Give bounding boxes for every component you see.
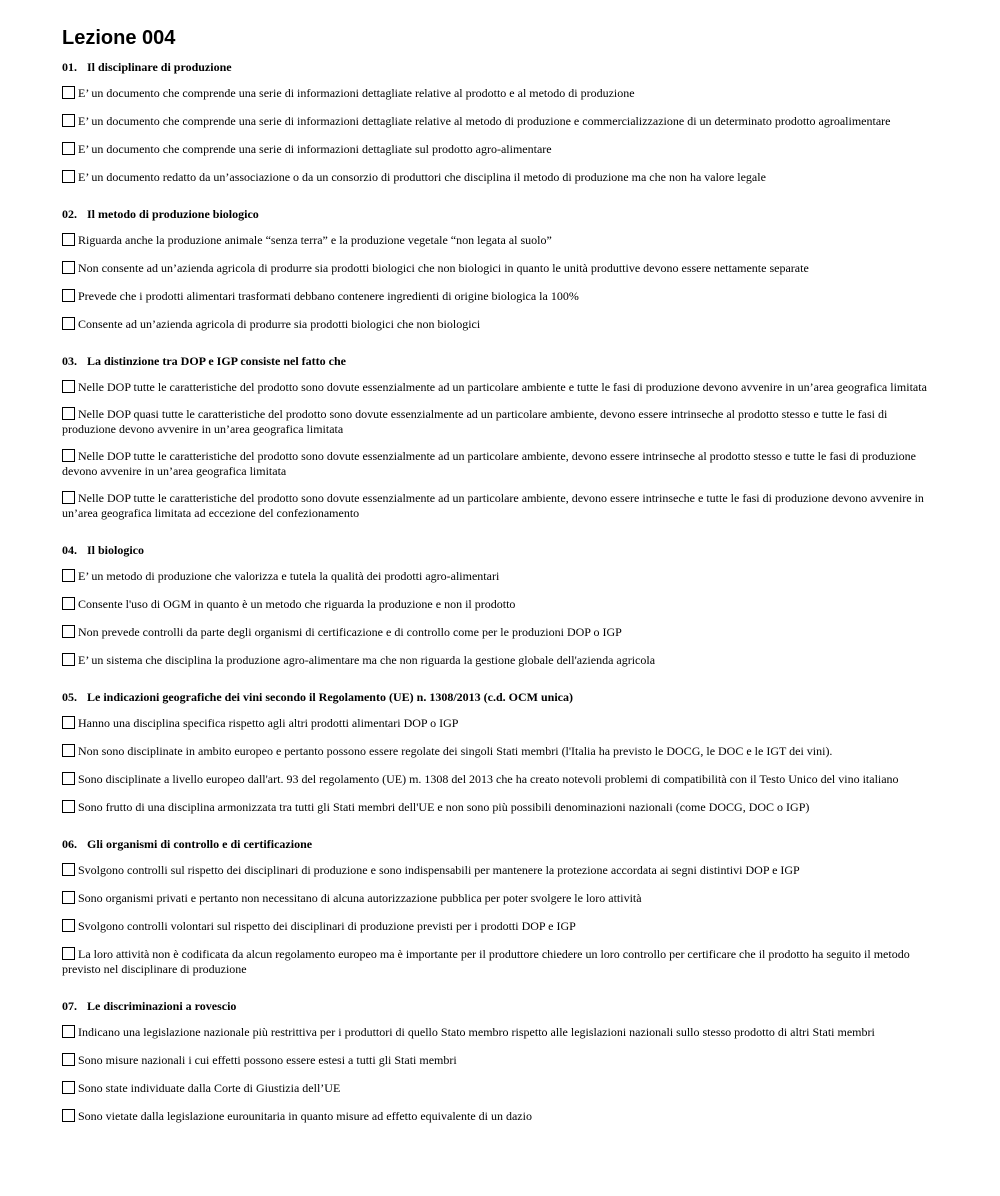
answer-checkbox[interactable]: [62, 716, 75, 729]
answer-option[interactable]: [62, 625, 942, 640]
answer-label: E’ un documento che comprende una serie di informazioni dettagliate relative al prodotto e al metodo di produzione: [78, 86, 635, 100]
answer-option[interactable]: [62, 716, 942, 731]
answer-label: Svolgono controlli volontari sul rispetto dei disciplinari di produzione previsti per i prodotti DOP e IGP: [78, 919, 576, 933]
question-number: 04.: [62, 543, 77, 557]
answer-option[interactable]: [62, 449, 942, 479]
answer-option[interactable]: [62, 947, 942, 977]
question-7: [62, 999, 942, 1124]
answer-label: Sono organismi privati e pertanto non necessitano di alcuna autorizzazione pubblica per poter svolgere le loro attività: [78, 891, 642, 905]
answer-label: Consente ad un’azienda agricola di produrre sia prodotti biologici che non biologici: [78, 317, 481, 331]
answer-checkbox[interactable]: [62, 449, 75, 462]
answer-label: Prevede che i prodotti alimentari trasformati debbano contenere ingredienti di origine biologica la 100%: [78, 289, 579, 303]
answer-label: Sono misure nazionali i cui effetti possono essere estesi a tutti gli Stati membri: [78, 1053, 457, 1067]
question-list: [62, 60, 942, 1124]
answer-option[interactable]: [62, 317, 942, 332]
answer-label: Sono state individuate dalla Corte di Giustizia dell’UE: [78, 1081, 341, 1095]
question-number: 01.: [62, 60, 77, 74]
answer-label: E’ un documento redatto da un’associazione o da un consorzio di produttori che disciplina il metodo di produzione ma che non ha valore legale: [78, 170, 766, 184]
answer-option[interactable]: [62, 170, 942, 185]
answer-checkbox[interactable]: [62, 1025, 75, 1038]
answer-checkbox[interactable]: [62, 597, 75, 610]
question-heading: [62, 543, 942, 558]
question-3: [62, 354, 942, 521]
answer-checkbox[interactable]: [62, 114, 75, 127]
answer-option[interactable]: [62, 744, 942, 759]
answer-option[interactable]: [62, 142, 942, 157]
answer-option[interactable]: [62, 1025, 942, 1040]
question-heading: [62, 837, 942, 852]
answer-option[interactable]: [62, 1053, 942, 1068]
question-heading: [62, 207, 942, 222]
question-heading: [62, 999, 942, 1014]
answer-checkbox[interactable]: [62, 772, 75, 785]
answer-option[interactable]: [62, 86, 942, 101]
question-2: [62, 207, 942, 332]
answer-checkbox[interactable]: [62, 1081, 75, 1094]
answer-option[interactable]: [62, 863, 942, 878]
question-5: [62, 690, 942, 815]
answer-checkbox[interactable]: [62, 380, 75, 393]
answer-checkbox[interactable]: [62, 1109, 75, 1122]
question-6: [62, 837, 942, 977]
answer-option[interactable]: [62, 114, 942, 129]
answer-option[interactable]: [62, 800, 942, 815]
question-text: Il metodo di produzione biologico: [87, 207, 259, 221]
answer-label: E’ un metodo di produzione che valorizza e tutela la qualità dei prodotti agro-alimentari: [78, 569, 500, 583]
question-4: [62, 543, 942, 668]
answer-label: Nelle DOP quasi tutte le caratteristiche del prodotto sono dovute essenzialmente ad un particolare ambiente, devono essere intrinseche al prodotto stesso e tutte le fasi di produzione devono avvenire in un’area geografica limitata: [62, 407, 888, 436]
question-text: Le indicazioni geografiche dei vini secondo il Regolamento (UE) n. 1308/2013 (c.d. OCM unica): [87, 690, 573, 704]
answer-label: Sono frutto di una disciplina armonizzata tra tutti gli Stati membri dell'UE e non sono più possibili denominazioni nazionali (come DOCG, DOC o IGP): [78, 800, 810, 814]
lesson-title: Lezione 004: [62, 27, 176, 49]
question-text: Il biologico: [87, 543, 145, 557]
answer-option[interactable]: [62, 491, 942, 521]
question-heading: [62, 354, 942, 369]
answer-checkbox[interactable]: [62, 407, 75, 420]
answer-label: Sono disciplinate a livello europeo dall'art. 93 del regolamento (UE) m. 1308 del 2013 che ha creato notevoli problemi di compatibilità con il Testo Unico del vino italiano: [78, 772, 899, 786]
answer-checkbox[interactable]: [62, 233, 75, 246]
answer-checkbox[interactable]: [62, 863, 75, 876]
answer-checkbox[interactable]: [62, 891, 75, 904]
question-heading: [62, 690, 942, 705]
answer-option[interactable]: [62, 407, 942, 437]
question-number: 05.: [62, 690, 77, 704]
answer-option[interactable]: [62, 1081, 942, 1096]
answer-checkbox[interactable]: [62, 170, 75, 183]
question-text: Le discriminazioni a rovescio: [87, 999, 237, 1013]
answer-label: La loro attività non è codificata da alcun regolamento europeo ma è importante per il produttore chiedere un loro controllo per certificare che il prodotto ha seguito il metodo previsto nel disciplinare di produzione: [62, 947, 910, 976]
answer-checkbox[interactable]: [62, 261, 75, 274]
answer-label: Nelle DOP tutte le caratteristiche del prodotto sono dovute essenzialmente ad un particolare ambiente, devono essere intrinseche e tutte le fasi di produzione devono avvenire in un’area geografica limitata ad eccezione del confezionamento: [62, 491, 924, 520]
answer-option[interactable]: [62, 233, 942, 248]
answer-checkbox[interactable]: [62, 491, 75, 504]
answer-label: Nelle DOP tutte le caratteristiche del prodotto sono dovute essenzialmente ad un particolare ambiente, devono essere intrinseche al prodotto stesso e tutte le fasi di produzione devono avvenire in un’area geografica limitata: [62, 449, 916, 478]
question-text: Gli organismi di controllo e di certificazione: [87, 837, 313, 851]
answer-option[interactable]: [62, 380, 942, 395]
answer-checkbox[interactable]: [62, 1053, 75, 1066]
answer-label: Hanno una disciplina specifica rispetto agli altri prodotti alimentari DOP o IGP: [78, 716, 459, 730]
answer-label: Sono vietate dalla legislazione eurounitaria in quanto misure ad effetto equivalente di un dazio: [78, 1109, 532, 1123]
answer-label: Riguarda anche la produzione animale “senza terra” e la produzione vegetale “non legata al suolo”: [78, 233, 552, 247]
answer-checkbox[interactable]: [62, 653, 75, 666]
answer-option[interactable]: [62, 919, 942, 934]
question-1: [62, 60, 942, 185]
answer-label: Non prevede controlli da parte degli organismi di certificazione e di controllo come per le produzioni DOP o IGP: [78, 625, 622, 639]
answer-checkbox[interactable]: [62, 919, 75, 932]
answer-label: Svolgono controlli sul rispetto dei disciplinari di produzione e sono indispensabili per mantenere la protezione accordata ai segni distintivi DOP e IGP: [78, 863, 800, 877]
answer-option[interactable]: [62, 569, 942, 584]
answer-checkbox[interactable]: [62, 744, 75, 757]
answer-option[interactable]: [62, 1109, 942, 1124]
question-number: 07.: [62, 999, 77, 1013]
question-text: La distinzione tra DOP e IGP consiste nel fatto che: [87, 354, 346, 368]
answer-label: E’ un sistema che disciplina la produzione agro-alimentare ma che non riguarda la gestione globale dell'azienda agricola: [78, 653, 656, 667]
quiz-page: [62, 26, 942, 1146]
question-number: 03.: [62, 354, 77, 368]
answer-option[interactable]: [62, 261, 942, 276]
answer-label: Non sono disciplinate in ambito europeo e pertanto possono essere regolate dei singoli Stati membri (l'Italia ha previsto le DOCG, le DOC e le IGT dei vini).: [78, 744, 833, 758]
answer-label: Non consente ad un’azienda agricola di produrre sia prodotti biologici che non biologici in quanto le unità produttive devono essere nettamente separate: [78, 261, 809, 275]
answer-checkbox[interactable]: [62, 289, 75, 302]
answer-option[interactable]: [62, 653, 942, 668]
answer-checkbox[interactable]: [62, 800, 75, 813]
answer-label: Indicano una legislazione nazionale più restrittiva per i produttori di quello Stato membro rispetto alle legislazioni nazionali sullo stesso prodotto di altri Stati membri: [78, 1025, 875, 1039]
question-number: 06.: [62, 837, 77, 851]
answer-checkbox[interactable]: [62, 947, 75, 960]
answer-checkbox[interactable]: [62, 142, 75, 155]
answer-label: E’ un documento che comprende una serie di informazioni dettagliate sul prodotto agro-alimentare: [78, 142, 552, 156]
answer-label: Consente l'uso di OGM in quanto è un metodo che riguarda la produzione e non il prodotto: [78, 597, 516, 611]
answer-option[interactable]: [62, 891, 942, 906]
answer-checkbox[interactable]: [62, 317, 75, 330]
question-number: 02.: [62, 207, 77, 221]
answer-option[interactable]: [62, 289, 942, 304]
answer-label: Nelle DOP tutte le caratteristiche del prodotto sono dovute essenzialmente ad un particolare ambiente e tutte le fasi di produzione devono avvenire in un’area geografica limitata: [78, 380, 927, 394]
question-heading: [62, 60, 942, 75]
answer-option[interactable]: [62, 772, 942, 787]
answer-checkbox[interactable]: [62, 86, 75, 99]
answer-checkbox[interactable]: [62, 625, 75, 638]
question-text: Il disciplinare di produzione: [87, 60, 232, 74]
answer-label: E’ un documento che comprende una serie di informazioni dettagliate relative al metodo di produzione e commercializzazione di un determinato prodotto agroalimentare: [78, 114, 891, 128]
answer-checkbox[interactable]: [62, 569, 75, 582]
answer-option[interactable]: [62, 597, 942, 612]
